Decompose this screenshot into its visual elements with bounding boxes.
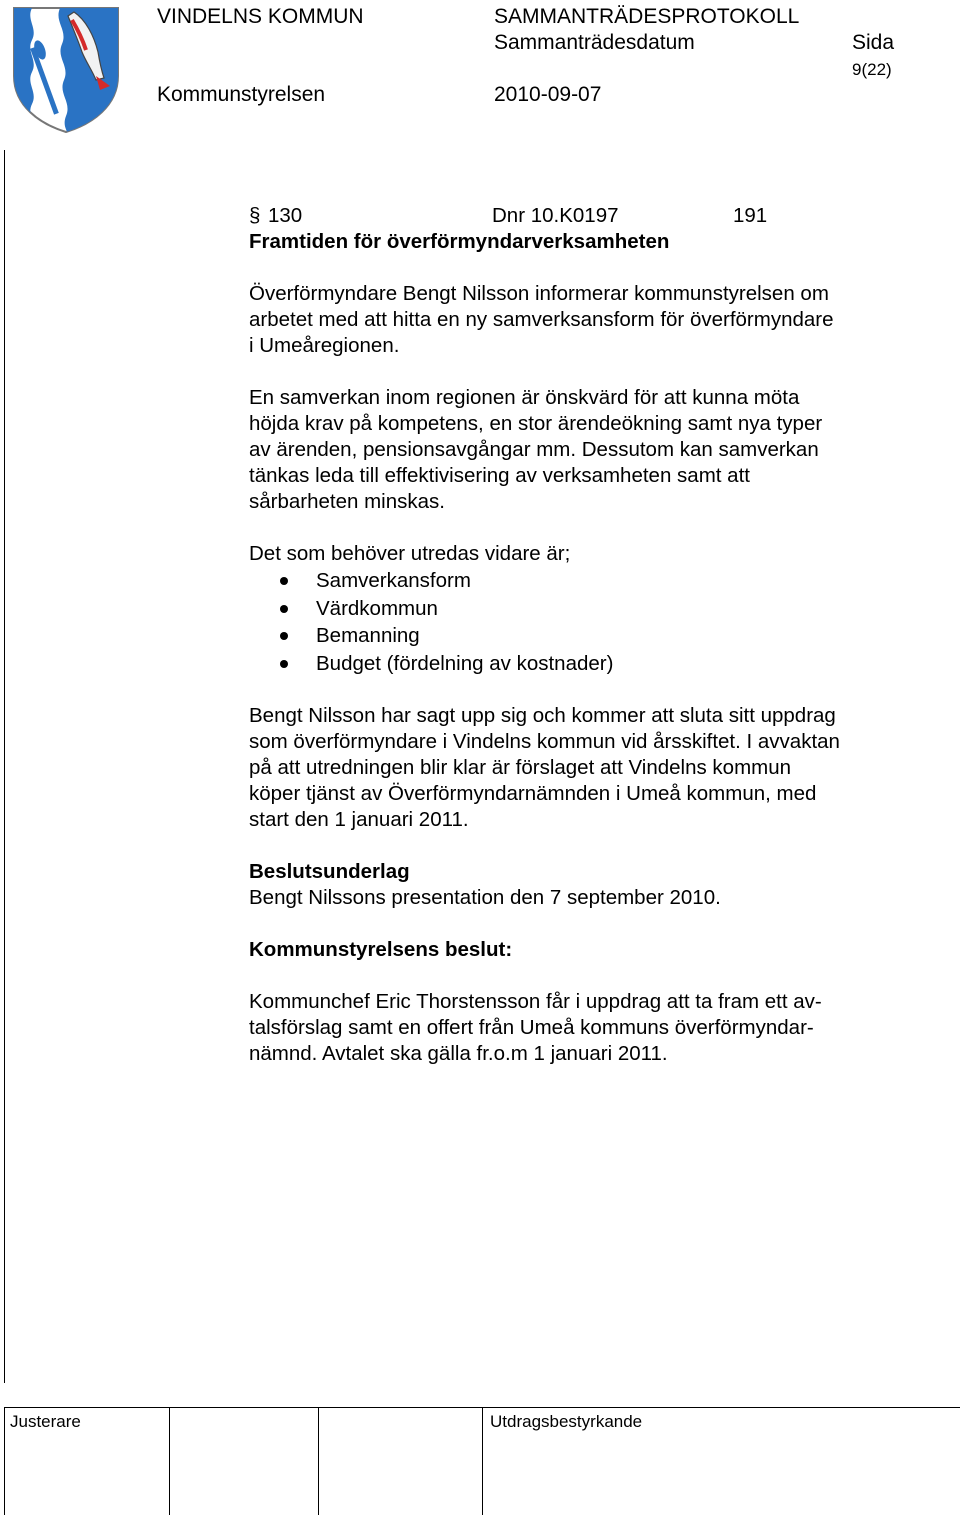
section-title: Framtiden för överförmyndarverksamheten: [249, 230, 670, 253]
document-type: SAMMANTRÄDESPROTOKOLL: [494, 5, 800, 28]
decision-text: [249, 989, 939, 1067]
paragraph-intro: [249, 281, 939, 359]
section-number: 130: [268, 204, 303, 227]
coat-of-arms-logo: [12, 6, 120, 134]
page-label: Sida: [852, 31, 895, 54]
section-symbol: §: [249, 204, 261, 227]
municipality-name: VINDELNS KOMMUN: [157, 5, 364, 28]
text-line: av ärenden, pensionsavgångar mm. Dessutom kan samverkan: [249, 438, 819, 461]
text-line: i Umeåregionen.: [249, 334, 400, 357]
paragraph-cooperation: [249, 385, 939, 515]
bullet-icon: [280, 605, 288, 613]
decision-heading: Kommunstyrelsens beslut:: [249, 938, 513, 961]
text-line: nämnd. Avtalet ska gälla fr.o.m 1 januari 2011.: [249, 1042, 668, 1065]
bullet-icon: [280, 660, 288, 668]
paragraph-resignation: [249, 703, 939, 833]
meeting-date-label: Sammanträdesdatum: [494, 31, 695, 54]
table-border: [169, 1407, 170, 1515]
basis-heading: Beslutsunderlag: [249, 860, 410, 883]
text-line: höjda krav på kompetens, en stor ärendeökning samt nya typer: [249, 412, 823, 435]
text-line: som överförmyndare i Vindelns kommun vid årsskiftet. I avvaktan: [249, 730, 840, 753]
minutes-body: [249, 203, 939, 1067]
investigation-intro: Det som behöver utredas vidare är;: [249, 542, 571, 565]
investigation-list: [249, 567, 939, 677]
text-line: arbetet med att hitta en ny samverksansform för överförmyndare: [249, 308, 834, 331]
meeting-date: 2010-09-07: [494, 83, 602, 106]
text-line: En samverkan inom regionen är önskvärd för att kunna möta: [249, 386, 800, 409]
bullet-icon: [280, 577, 288, 585]
list-item: Bemanning: [249, 622, 939, 650]
archive-code: 191: [733, 204, 768, 227]
table-border: [318, 1407, 319, 1515]
text-line: Kommunchef Eric Thorstensson får i uppdrag att ta fram ett av-: [249, 990, 822, 1013]
text-line: start den 1 januari 2011.: [249, 808, 469, 831]
table-border: [4, 1407, 5, 1515]
case-number: Dnr 10.K0197: [492, 204, 619, 227]
extract-verification-label: Utdragsbestyrkande: [490, 1412, 643, 1431]
text-line: talsförslag samt en offert från Umeå kommuns överförmyndar-: [249, 1016, 814, 1039]
text-line: tänkas leda till effektivisering av verksamheten samt att: [249, 464, 750, 487]
text-line: på att utredningen blir klar är förslaget att Vindelns kommun: [249, 756, 792, 779]
bullet-icon: [280, 632, 288, 640]
adjusters-label: Justerare: [10, 1412, 81, 1431]
page-number: 9(22): [852, 60, 892, 79]
list-item: Samverkansform: [249, 567, 939, 595]
text-line: köper tjänst av Överförmyndarnämnden i Umeå kommun, med: [249, 782, 817, 805]
section-heading: [249, 203, 939, 229]
committee-name: Kommunstyrelsen: [157, 83, 326, 106]
table-border: [482, 1407, 483, 1515]
signature-table: [0, 1407, 960, 1515]
text-line: sårbarheten minskas.: [249, 490, 445, 513]
text-line: Bengt Nilsson har sagt upp sig och kommer att sluta sitt uppdrag: [249, 704, 836, 727]
basis-text: Bengt Nilssons presentation den 7 september 2010.: [249, 886, 721, 909]
list-item: Värdkommun: [249, 595, 939, 623]
list-item: Budget (fördelning av kostnader): [249, 650, 939, 678]
left-margin-line: [4, 150, 5, 1383]
text-line: Överförmyndare Bengt Nilsson informerar kommunstyrelsen om: [249, 282, 829, 305]
